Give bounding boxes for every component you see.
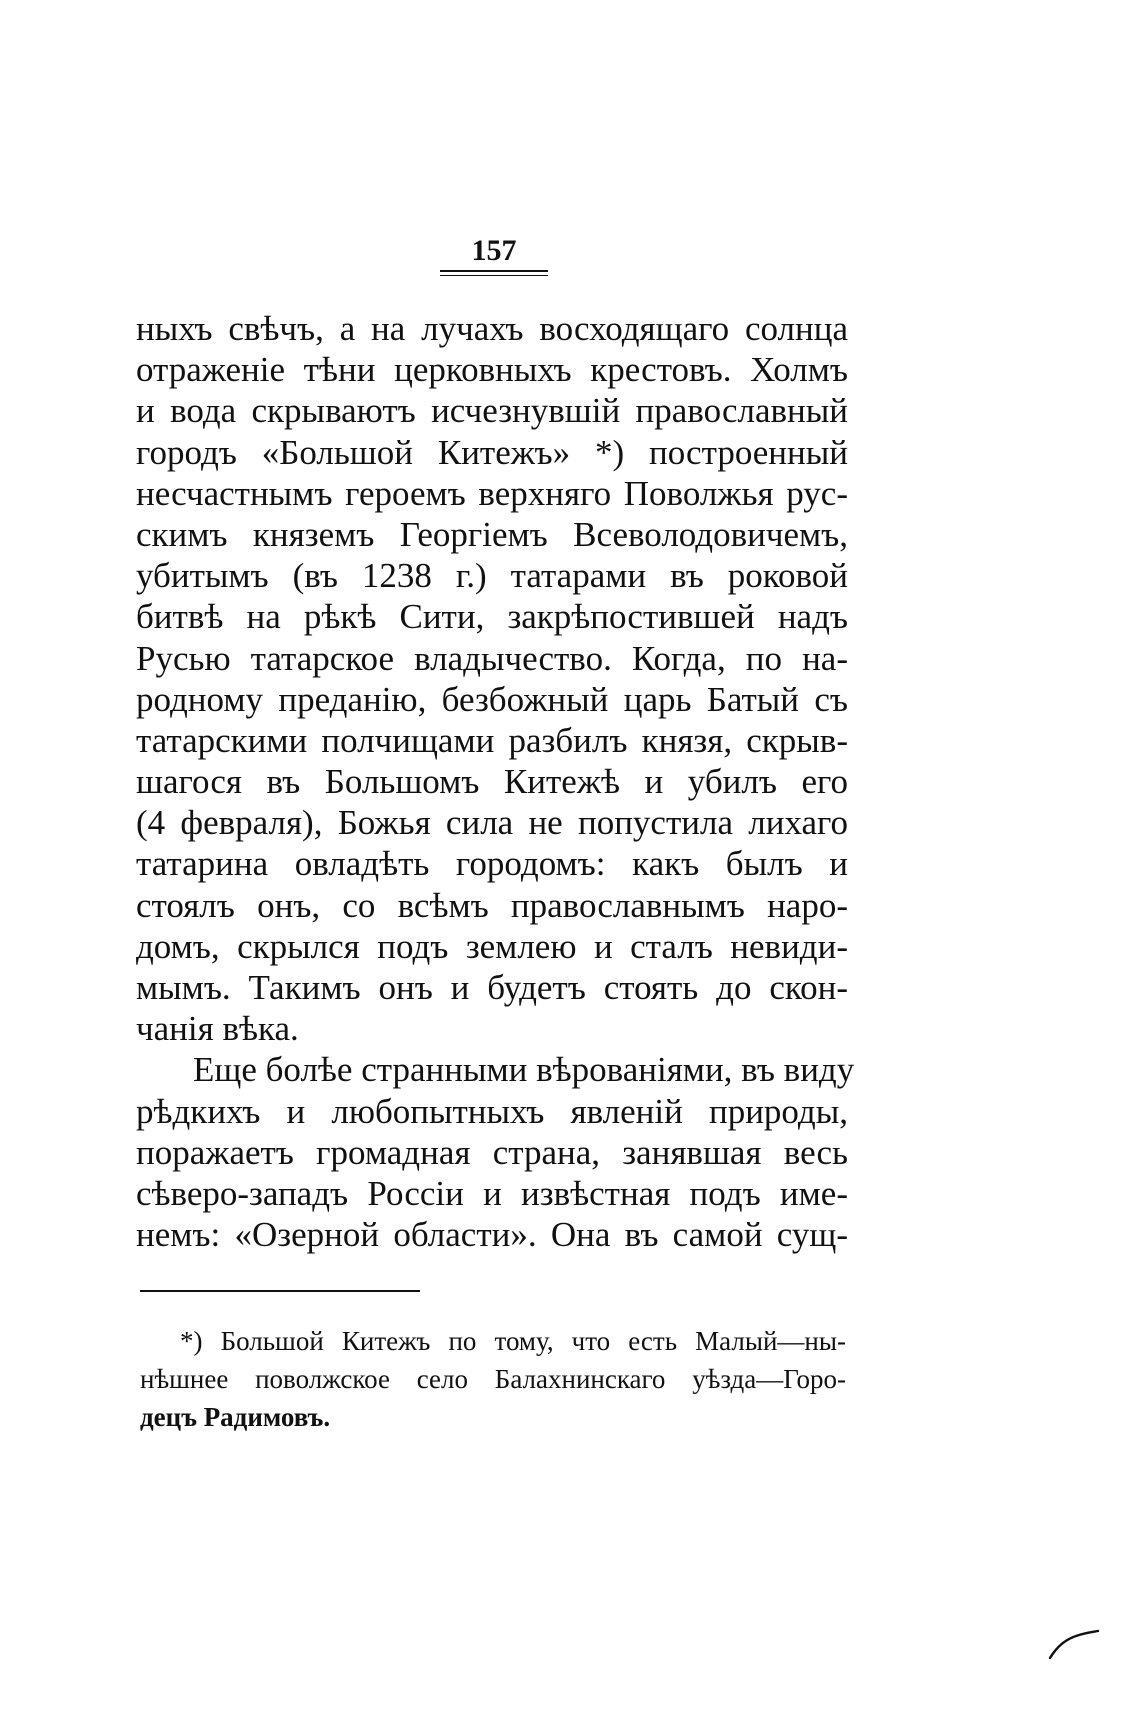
- text-line: сѣверо-западъ Россіи и извѣстная подъ име-: [136, 1173, 848, 1213]
- text-line: шагося въ Большомъ Китежѣ и убилъ его: [136, 762, 848, 802]
- text-line: (4 февраля), Божья сила не попустила лихаго: [136, 803, 848, 843]
- page-number-rule: [440, 270, 548, 272]
- text-line: родному преданію, безбожный царь Батый съ: [136, 679, 848, 719]
- text-line: Еще болѣе странными вѣрованіями, въ виду: [193, 1050, 855, 1090]
- text-line: битвѣ на рѣкѣ Сити, закрѣпостившей надъ: [136, 597, 848, 637]
- footnote-line: децъ Радимовъ.: [140, 1402, 331, 1432]
- text-line: татарскими полчищами разбилъ князя, скрыв-: [136, 720, 848, 760]
- text-line: Русью татарское владычество. Когда, по на-: [136, 638, 848, 678]
- text-line: городъ «Большой Китежъ» *) построенный: [136, 432, 848, 472]
- body-text: [136, 308, 855, 1255]
- text-line: стоялъ онъ, со всѣмъ православнымъ наро-: [136, 885, 848, 925]
- text-line: рѣдкихъ и любопытныхъ явленій природы,: [136, 1091, 848, 1131]
- text-line: татарина овладѣть городомъ: какъ былъ и: [136, 844, 848, 884]
- footnote-line: *) Большой Китежъ по тому, что есть Малый—ны-: [180, 1326, 846, 1356]
- pen-stroke-mark: [1046, 1626, 1100, 1662]
- text-line: отраженіе тѣни церковныхъ крестовъ. Холмъ: [136, 350, 848, 390]
- text-line: и вода скрываютъ исчезнувшій православный: [136, 391, 848, 431]
- text-line: чанія вѣка.: [136, 1009, 299, 1049]
- text-line: убитымъ (въ 1238 г.) татарами въ роковой: [136, 556, 848, 596]
- text-line: ныхъ свѣчъ, а на лучахъ восходящаго солнца: [136, 309, 848, 348]
- page-number: 157: [471, 234, 517, 267]
- text-line: несчастнымъ героемъ верхняго Поволжья рус-: [136, 473, 848, 513]
- text-line: немъ: «Озерной области». Она въ самой сущ-: [136, 1215, 848, 1255]
- page-number-rule-thin: [440, 275, 548, 276]
- footnote-rule: [140, 1290, 420, 1292]
- text-line: домъ, скрылся подъ землею и сталъ невиди-: [136, 926, 848, 966]
- text-line: скимъ княземъ Георгіемъ Всеволодовичемъ,: [136, 514, 848, 554]
- footnote: [140, 1322, 846, 1436]
- text-line: поражаетъ громадная страна, занявшая весь: [136, 1132, 848, 1172]
- footnote-line: нѣшнее поволжское село Балахнинскаго уѣзда—Горо-: [140, 1364, 846, 1394]
- text-line: мымъ. Такимъ онъ и будетъ стоять до скон-: [136, 968, 848, 1007]
